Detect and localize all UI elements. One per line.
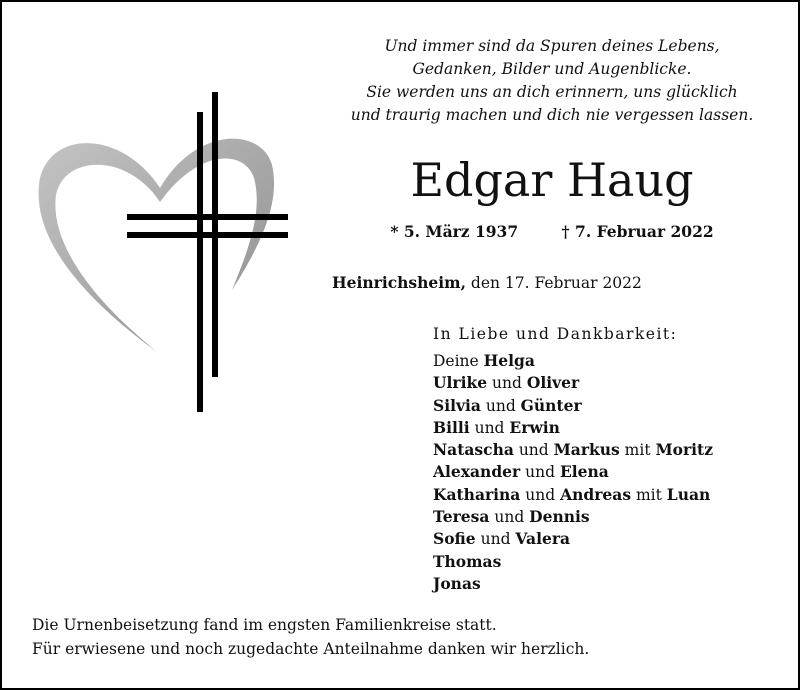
mourner-name: Jonas xyxy=(433,573,481,593)
mourner-name: Markus xyxy=(553,440,620,460)
mourner-line xyxy=(433,372,713,394)
mourner-name: Luan xyxy=(666,484,711,504)
mourner-line xyxy=(433,395,713,417)
connector-text: und xyxy=(469,418,510,437)
cross-horizontal-bar xyxy=(127,214,288,220)
mourner-line xyxy=(433,528,713,550)
mourner-name: Moritz xyxy=(655,440,714,460)
connector-text: mit xyxy=(619,441,656,460)
mourners-list xyxy=(433,350,713,595)
connector-text: und xyxy=(487,374,527,393)
mourner-line xyxy=(433,551,713,573)
birth-date: * 5. März 1937 xyxy=(390,222,519,241)
mourner-name: Billi xyxy=(433,417,470,437)
connector-text: und xyxy=(475,530,516,549)
place-name: Heinrichsheim, xyxy=(332,273,466,292)
mourner-name: Sofie xyxy=(433,529,476,549)
footer-text xyxy=(32,613,589,661)
life-dates xyxy=(332,222,772,241)
footer-line: Für erwiesene und noch zugedachte Anteilnahme danken wir herzlich. xyxy=(32,640,590,658)
footer-line: Die Urnenbeisetzung fand im engsten Familienkreise statt. xyxy=(32,616,497,634)
heart-cross-icon xyxy=(32,90,292,416)
mourner-line xyxy=(433,350,713,372)
deceased-name: Edgar Haug xyxy=(410,153,694,207)
mourner-line xyxy=(433,573,713,595)
mourner-name: Katharina xyxy=(433,484,521,504)
connector-text: Deine xyxy=(433,352,484,370)
mourner-line xyxy=(433,506,713,528)
cross-vertical-bar xyxy=(197,112,203,412)
mourner-line xyxy=(433,417,713,439)
verse-line: Und immer sind da Spuren deines Lebens, xyxy=(384,37,720,55)
cross-horizontal-bar xyxy=(127,232,288,238)
mourner-name: Günter xyxy=(520,395,582,415)
mourner-name: Silvia xyxy=(433,395,481,415)
connector-text: und xyxy=(489,508,530,527)
place-date-line xyxy=(332,273,642,292)
mourner-name: Elena xyxy=(559,462,609,482)
mourner-name: Teresa xyxy=(433,507,490,527)
mourners-heading: In Liebe und Dankbarkeit: xyxy=(433,325,678,343)
connector-text: und xyxy=(480,396,521,415)
death-date: † 7. Februar 2022 xyxy=(561,222,714,241)
memorial-verse xyxy=(332,35,772,127)
heart-shape xyxy=(39,139,274,352)
mourner-name: Dennis xyxy=(529,507,590,527)
connector-text: und xyxy=(520,463,560,482)
mourner-name: Thomas xyxy=(433,551,502,571)
mourner-name: Helga xyxy=(483,351,535,370)
mourner-name: Andreas xyxy=(560,484,632,504)
mourner-name: Erwin xyxy=(509,417,560,437)
connector-text: und xyxy=(520,485,561,504)
connector-text: und xyxy=(513,441,554,460)
mourner-name: Natascha xyxy=(433,440,514,460)
notice-date: den 17. Februar 2022 xyxy=(465,274,642,292)
mourner-line xyxy=(433,439,713,461)
mourner-name: Valera xyxy=(515,529,571,549)
mourner-line xyxy=(433,484,713,506)
mourner-name: Alexander xyxy=(433,462,521,482)
connector-text: mit xyxy=(631,485,667,504)
mourner-name: Oliver xyxy=(526,373,580,393)
verse-line: Gedanken, Bilder und Augenblicke. xyxy=(412,60,692,78)
verse-line: und traurig machen und dich nie vergessen lassen. xyxy=(350,106,754,124)
verse-line: Sie werden uns an dich erinnern, uns glücklich xyxy=(366,83,738,101)
mourner-line xyxy=(433,461,713,483)
mourner-name: Ulrike xyxy=(433,373,488,393)
